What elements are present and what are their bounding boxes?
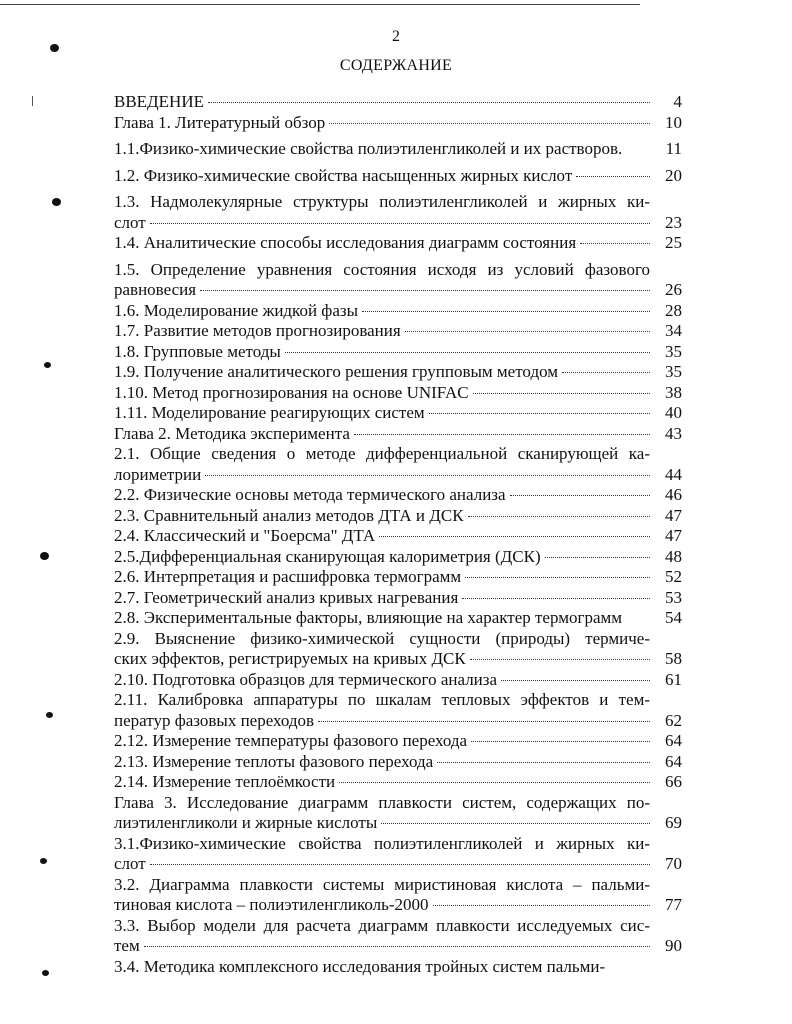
scan-edge-line <box>0 4 640 5</box>
toc-page-number: 43 <box>665 423 682 443</box>
toc-entry-text: ператур фазовых переходов <box>114 710 315 730</box>
dot-leader <box>473 393 650 394</box>
toc-entry-text: слот <box>114 854 146 873</box>
toc-page-number: 66 <box>665 772 682 791</box>
dot-leader <box>501 680 650 681</box>
toc-entry <box>114 342 682 363</box>
dot-leader <box>580 243 650 244</box>
toc-entry-text: 1.6. Моделирование жидкой фазы <box>114 300 359 320</box>
toc-entry <box>114 875 682 916</box>
dot-leader <box>285 352 650 353</box>
toc-entry-text: 2.8. Экспериментальные факторы, влияющие на характер термограмм <box>114 608 623 627</box>
toc-entry <box>114 752 682 773</box>
dot-leader <box>144 946 650 947</box>
toc-page-number: 4 <box>673 92 682 111</box>
toc-page-number: 35 <box>665 341 682 361</box>
dot-leader <box>471 741 650 742</box>
dot-leader <box>405 331 650 332</box>
toc-entry-text: Глава 3. Исследование диаграмм плавкости систем, содержащих по- <box>114 792 650 812</box>
toc-entry-text: 2.6. Интерпретация и расшифровка термограмм <box>114 567 462 586</box>
toc-entry-text: 2.7. Геометрический анализ кривых нагревания <box>114 587 459 607</box>
toc-page-number: 38 <box>665 382 682 402</box>
toc-entry <box>114 424 682 445</box>
toc-entry <box>114 506 682 527</box>
toc-entry <box>114 567 682 588</box>
toc-entry-text: слот <box>114 212 146 232</box>
dot-leader <box>362 311 650 312</box>
toc-entry <box>114 233 682 254</box>
toc-entry-text: 3.1.Физико-химические свойства полиэтиленгликолей и жирных ки- <box>114 833 650 853</box>
toc-entry-text: 1.1.Физико-химические свойства полиэтиленгликолей и их растворов. <box>114 139 623 158</box>
toc-entry <box>114 772 682 793</box>
toc-entry <box>114 403 682 424</box>
dot-leader <box>468 516 650 517</box>
binder-hole-icon <box>52 198 61 206</box>
toc-entry-text: равновесия <box>114 280 197 299</box>
toc-entry-text: 1.2. Физико-химические свойства насыщенных жирных кислот <box>114 165 573 185</box>
dot-leader <box>208 102 650 103</box>
toc-page-number: 34 <box>665 321 682 340</box>
toc-page-number: 54 <box>665 608 682 627</box>
toc-entry-text: тиновая кислота – полиэтиленгликоль-2000 <box>114 895 429 914</box>
toc-entry-text: 2.4. Классический и "Боерсма" ДТА <box>114 526 376 545</box>
toc-entry <box>114 444 682 485</box>
toc-page-number: 61 <box>665 669 682 689</box>
toc-page-number: 47 <box>665 526 682 545</box>
dot-leader <box>576 176 650 177</box>
toc-page-number: 77 <box>665 895 682 914</box>
page-number: 2 <box>392 28 400 45</box>
dot-leader <box>379 536 650 537</box>
toc-entry <box>114 362 682 383</box>
dot-leader <box>465 577 650 578</box>
toc-page-number: 35 <box>665 362 682 381</box>
toc-entry <box>114 92 682 113</box>
toc-entry-text: 2.11. Калибровка аппаратуры по шкалам тепловых эффектов и тем- <box>114 690 650 709</box>
toc-entry-text: 1.5. Определение уравнения состояния исходя из условий фазового <box>114 259 650 279</box>
toc-page-number: 58 <box>665 649 682 668</box>
dot-leader <box>318 721 650 722</box>
toc-entry-text: лориметрии <box>114 464 202 484</box>
toc-entry-text: 1.9. Получение аналитического решения групповым методом <box>114 362 559 381</box>
toc-entry <box>114 139 682 160</box>
toc-entry-text: 2.14. Измерение теплоёмкости <box>114 772 336 791</box>
toc-entry-text: 3.4. Методика комплексного исследования тройных систем пальми- <box>114 956 606 976</box>
dot-leader <box>510 495 650 496</box>
dot-leader <box>339 782 650 783</box>
toc-entry <box>114 588 682 609</box>
toc-entry <box>114 166 682 187</box>
toc-entry <box>114 321 682 342</box>
dot-leader <box>354 434 650 435</box>
toc-entry-text: 1.11. Моделирование реагирующих систем <box>114 403 425 422</box>
dot-leader <box>562 372 650 373</box>
toc-page-number: 40 <box>665 403 682 422</box>
toc-entry-text: ВВЕДЕНИЕ <box>114 92 204 111</box>
binder-hole-icon <box>40 552 49 560</box>
binder-hole-icon <box>46 712 53 718</box>
toc-page-number: 64 <box>665 731 682 750</box>
toc-entry <box>114 113 682 134</box>
toc-entry <box>114 834 682 875</box>
toc-entry-text: 1.8. Групповые методы <box>114 341 281 361</box>
dot-leader <box>150 223 650 224</box>
scan-mark <box>32 96 33 106</box>
toc-entry-text: лиэтиленгликоли и жирные кислоты <box>114 813 378 832</box>
dot-leader <box>205 475 650 476</box>
toc-entry <box>114 547 682 568</box>
toc-entry-text: 2.10. Подготовка образцов для термического анализа <box>114 669 498 689</box>
toc-page-number: 46 <box>665 485 682 504</box>
toc-entry <box>114 916 682 957</box>
toc-entry <box>114 670 682 691</box>
toc-page-number: 90 <box>665 936 682 955</box>
dot-leader <box>150 864 650 865</box>
toc-entry-text: 3.2. Диаграмма плавкости системы миристиновая кислота – пальми- <box>114 874 650 894</box>
toc-entry-text: 1.3. Надмолекулярные структуры полиэтиленгликолей и жирных ки- <box>114 192 650 211</box>
toc-page-number: 48 <box>665 546 682 566</box>
dot-leader <box>545 557 650 558</box>
dot-leader <box>470 659 650 660</box>
toc-entry-text: 1.7. Развитие методов прогнозирования <box>114 321 401 340</box>
dot-leader <box>437 762 650 763</box>
toc-entry <box>114 957 682 978</box>
toc-entry-text: 2.13. Измерение теплоты фазового перехода <box>114 751 434 771</box>
toc-entry <box>114 485 682 506</box>
toc-entry <box>114 690 682 731</box>
toc-entry <box>114 731 682 752</box>
binder-hole-icon <box>44 362 51 368</box>
toc-entry <box>114 793 682 834</box>
toc-entry-text: Глава 2. Методика эксперимента <box>114 423 350 443</box>
dot-leader <box>200 290 650 291</box>
toc-entry-text: 2.12. Измерение температуры фазового перехода <box>114 731 468 750</box>
toc-entry-text: Глава 1. Литературный обзор <box>114 112 326 132</box>
toc-page-number: 26 <box>665 280 682 299</box>
dot-leader <box>429 413 650 414</box>
toc-page-number: 44 <box>665 464 682 484</box>
toc-page-number: 10 <box>665 112 682 132</box>
toc-page-number: 25 <box>665 233 682 252</box>
binder-hole-icon <box>50 44 59 52</box>
toc-entry <box>114 260 682 301</box>
toc-page-number: 70 <box>665 854 682 873</box>
binder-hole-icon <box>42 970 49 976</box>
toc-entry <box>114 526 682 547</box>
toc-entry <box>114 608 682 629</box>
toc-page-number: 28 <box>665 300 682 320</box>
binder-hole-icon <box>40 858 47 864</box>
dot-leader <box>381 823 650 824</box>
toc-entry-text: 1.4. Аналитические способы исследования диаграмм состояния <box>114 233 577 252</box>
toc-entry <box>114 301 682 322</box>
dot-leader <box>329 123 650 124</box>
toc-page-number: 20 <box>665 165 682 185</box>
toc-entry <box>114 629 682 670</box>
toc-entry-text: 2.2. Физические основы метода термического анализа <box>114 485 506 504</box>
toc-entry-text: ских эффектов, регистрируемых на кривых ДСК <box>114 649 466 668</box>
toc-entry-text: 2.5.Дифференциальная сканирующая калориметрия (ДСК) <box>114 546 541 566</box>
toc-page-number: 47 <box>665 505 682 525</box>
toc-entry-text: 1.10. Метод прогнозирования на основе UNIFAC <box>114 382 469 402</box>
toc-page-number: 11 <box>665 139 682 158</box>
toc-page-number: 52 <box>665 567 682 586</box>
toc-entry-text: 2.9. Выяснение физико-химической сущности (природы) термиче- <box>114 628 650 648</box>
toc-page-number: 69 <box>665 813 682 832</box>
page-title: СОДЕРЖАНИЕ <box>339 57 453 74</box>
toc-entry-text: 2.3. Сравнительный анализ методов ДТА и ДСК <box>114 505 464 525</box>
toc-entry-text: тем <box>114 936 140 955</box>
toc-entry <box>114 383 682 404</box>
toc-page-number: 23 <box>665 212 682 232</box>
toc-page-number: 64 <box>665 751 682 771</box>
dot-leader <box>462 598 650 599</box>
toc-page-number: 62 <box>665 710 682 730</box>
toc-entry-text: 2.1. Общие сведения о методе дифференциальной сканирующей ка- <box>114 444 650 463</box>
table-of-contents <box>114 92 682 977</box>
dot-leader <box>433 905 650 906</box>
toc-entry-text: 3.3. Выбор модели для расчета диаграмм плавкости исследуемых сис- <box>114 915 650 935</box>
toc-page-number: 53 <box>665 587 682 607</box>
toc-entry <box>114 192 682 233</box>
